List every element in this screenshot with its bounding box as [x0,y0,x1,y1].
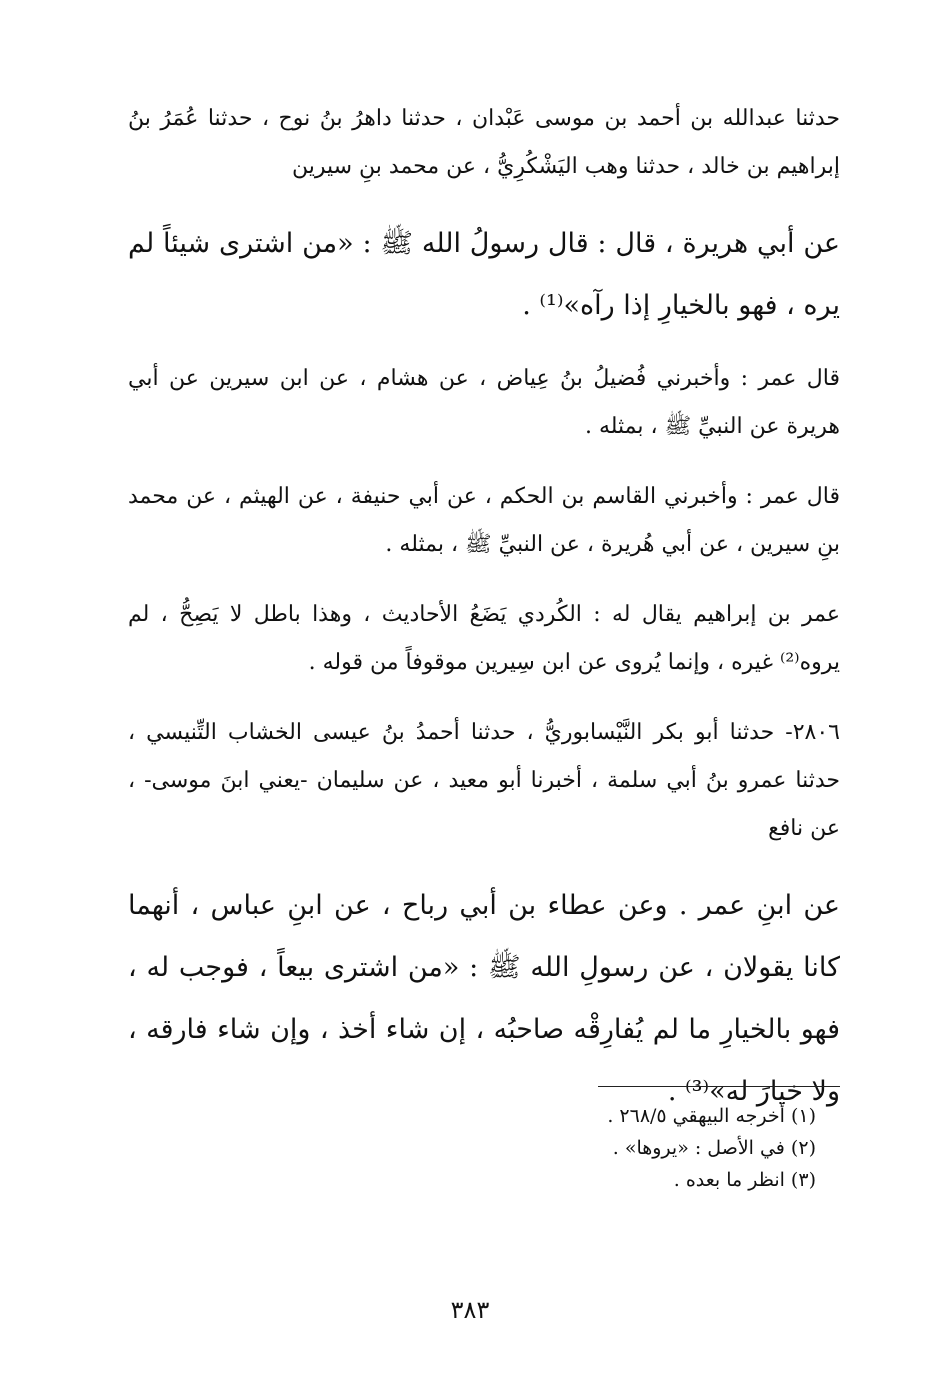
footnotes [440,1100,816,1196]
main-text [128,95,840,1141]
footnote-2: (٢) في الأصل : «يروها» . [612,1137,816,1159]
hadith-paragraph-2806: عن ابنِ عمر . وعن عطاء بن أبي رباح ، عن ابنِ عباس ، أنهما كانا يقولان ، عن رسولِ الله ﷺ : «من اشترى بيعاً ، فوجب له ، فهو بالخيارِ ما لم يُفارِقْه صاحبُه ، إن شاء أخذ ، وإن شاء فارقه ، ولا خيارَ له»⁽³⁾ . [128,890,840,1107]
commentary-paragraph-3: عمر بن إبراهيم يقال له : الكُردي يَضَعُ الأحاديث ، وهذا باطل لا يَصِحُّ ، لم يروه⁽²⁾ غيره ، وإنما يُروى عن ابن سِيرين موقوفاً من قوله . [128,602,840,675]
footnote-1: (١) أخرجه البيهقي ٢٦٨/٥ . [607,1105,816,1127]
commentary-paragraph-2: قال عمر : وأخبرني القاسم بن الحكم ، عن أبي حنيفة ، عن الهيثم ، عن محمد بنِ سيرين ، عن أبي هُريرة ، عن النبيِّ ﷺ ، بمثله . [128,484,840,557]
hadith-paragraph-1: عن أبي هريرة ، قال : قال رسولُ الله ﷺ : «من اشترى شيئاً لم يره ، فهو بالخيارِ إذا رآه»⁽¹⁾ . [128,228,840,321]
isnad-paragraph-2806: ٢٨٠٦- حدثنا أبو بكر النَّيْسابوريُّ ، حدثنا أحمدُ بنُ عيسى الخشاب التِّنيسي ، حدثنا عمرو بنُ أبي سلمة ، أخبرنا أبو معيد ، عن سليمان -يعني ابنَ موسى- ، عن نافع [128,720,840,841]
commentary-paragraph-1: قال عمر : وأخبرني فُضيلُ بنُ عِياض ، عن هشام ، عن ابن سيرين عن أبي هريرة عن النبيِّ ﷺ ، بمثله . [128,366,840,439]
footnote-3: (٣) انظر ما بعده . [673,1169,816,1191]
footnote-divider [598,1086,840,1087]
page-number: ٣٨٣ [450,1296,490,1324]
isnad-paragraph-1: حدثنا عبدالله بن أحمد بن موسى عَبْدان ، حدثنا داهرُ بنُ نوح ، حدثنا عُمَرُ بنُ إبراهيم بن خالد ، حدثنا وهب اليَشْكُرِيُّ ، عن محمد بنِ سيرين [128,106,840,179]
